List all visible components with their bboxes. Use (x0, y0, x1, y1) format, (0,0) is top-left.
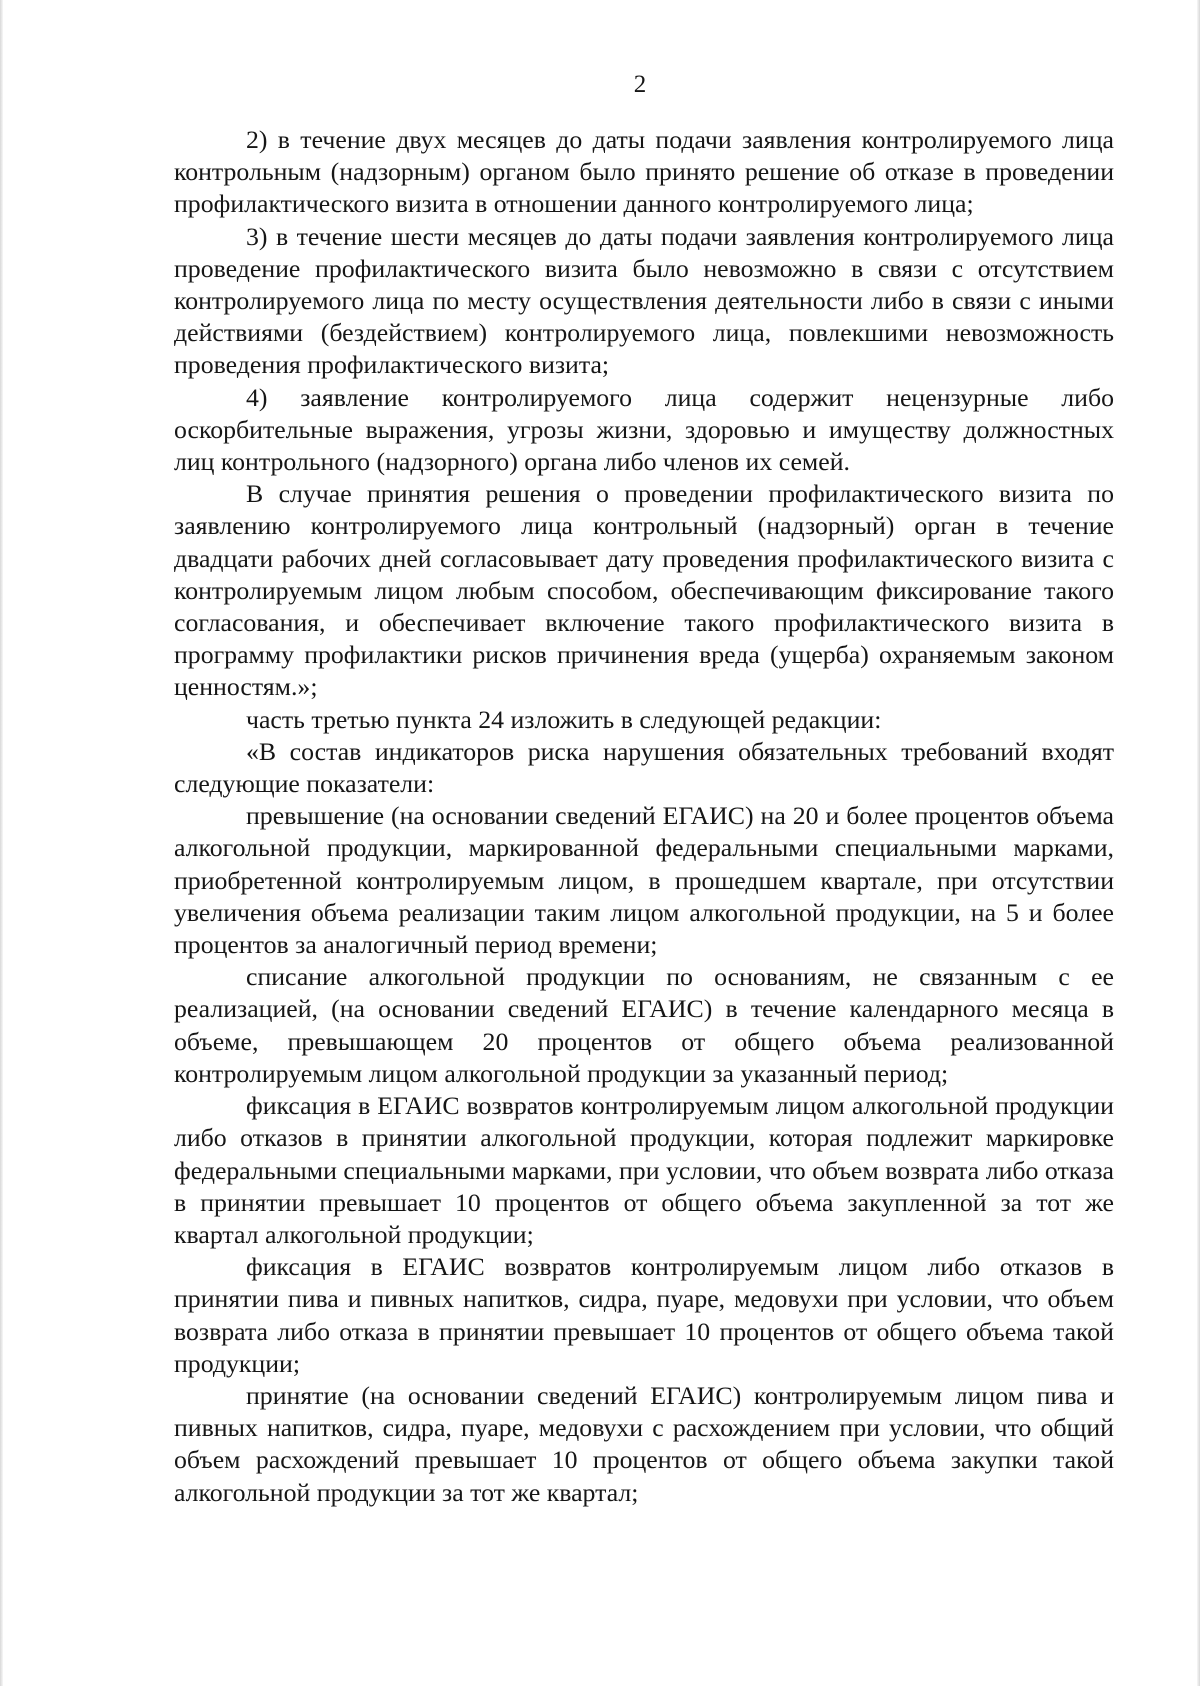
document-body (174, 124, 1114, 1509)
paragraph-indicator-discrepancy: принятие (на основании сведений ЕГАИС) контролируемым лицом пива и пивных напитков, сидра, пуаре, медовухи с расхождением при условии, что общий объем расхождений превышает 10 процентов от общего объема закупки такой алкогольной продукции за тот же квартал; (174, 1380, 1114, 1507)
paragraph-risk-indicators-intro: «В состав индикаторов риска нарушения обязательных требований входят следующие показатели: (174, 736, 1114, 799)
paragraph-indicator-alcohol-returns: фиксация в ЕГАИС возвратов контролируемым лицом алкогольной продукции либо отказов в принятии алкогольной продукции, которая подлежит маркировке федеральными специальными марками, при условии, что объем возврата либо отказа в принятии превышает 10 процентов от общего объема закупленной за тот же квартал алкогольной продукции; (174, 1091, 1114, 1249)
paragraph-indicator-beer-returns: фиксация в ЕГАИС возвратов контролируемым лицом либо отказов в принятии пива и пивных напитков, сидра, пуаре, медовухи при условии, что объем возврата либо отказа в принятии превышает 10 процентов от общего объема такой продукции; (174, 1252, 1114, 1378)
paragraph-item-4: 4) заявление контролируемого лица содержит нецензурные либо оскорбительные выражения, угрозы жизни, здоровью и имуществу должностных лиц контрольного (надзорного) органа либо членов их семей. (174, 382, 1114, 477)
page-number: 2 (633, 71, 647, 98)
paragraph-indicator-write-off: списание алкогольной продукции по основаниям, не связанным с ее реализацией, (на основании сведений ЕГАИС) в течение календарного месяца в объеме, превышающем 20 процентов от общего объема реализованной контролируемым лицом алкогольной продукции за указанный период; (174, 962, 1114, 1088)
paragraph-amendment-intro: часть третью пункта 24 изложить в следующей редакции: (246, 704, 882, 734)
paragraph-indicator-volume-excess: превышение (на основании сведений ЕГАИС) на 20 и более процентов объема алкогольной продукции, маркированной федеральными специальными марками, приобретенной контролируемым лицом, в прошедшем квартале, при отсутствии увеличения объема реализации таким лицом алкогольной продукции, на 5 и более процентов за аналогичный период времени; (174, 801, 1114, 960)
paragraph-visit-agreement: В случае принятия решения о проведении профилактического визита по заявлению контролируемого лица контрольный (надзорный) орган в течение двадцати рабочих дней согласовывает дату проведения профилактического визита с контролируемым лицом любым способом, обеспечивающим фиксирование такого согласования, и обеспечивает включение такого профилактического визита в программу профилактики рисков причинения вреда (ущерба) охраняемым законом ценностям.»; (174, 479, 1114, 702)
paragraph-item-3: 3) в течение шести месяцев до даты подачи заявления контролируемого лица проведение профилактического визита было невозможно в связи с отсутствием контролируемого лица по месту осуществления деятельности либо в связи с иными действиями (бездействием) контролируемого лица, повлекшими невозможность проведения профилактического визита; (174, 221, 1114, 380)
scan-edge-left (0, 0, 3, 1686)
paragraph-item-2: 2) в течение двух месяцев до даты подачи заявления контролируемого лица контрольным (надзорным) органом было принято решение об отказе в проведении профилактического визита в отношении данного контролируемого лица; (174, 125, 1114, 219)
